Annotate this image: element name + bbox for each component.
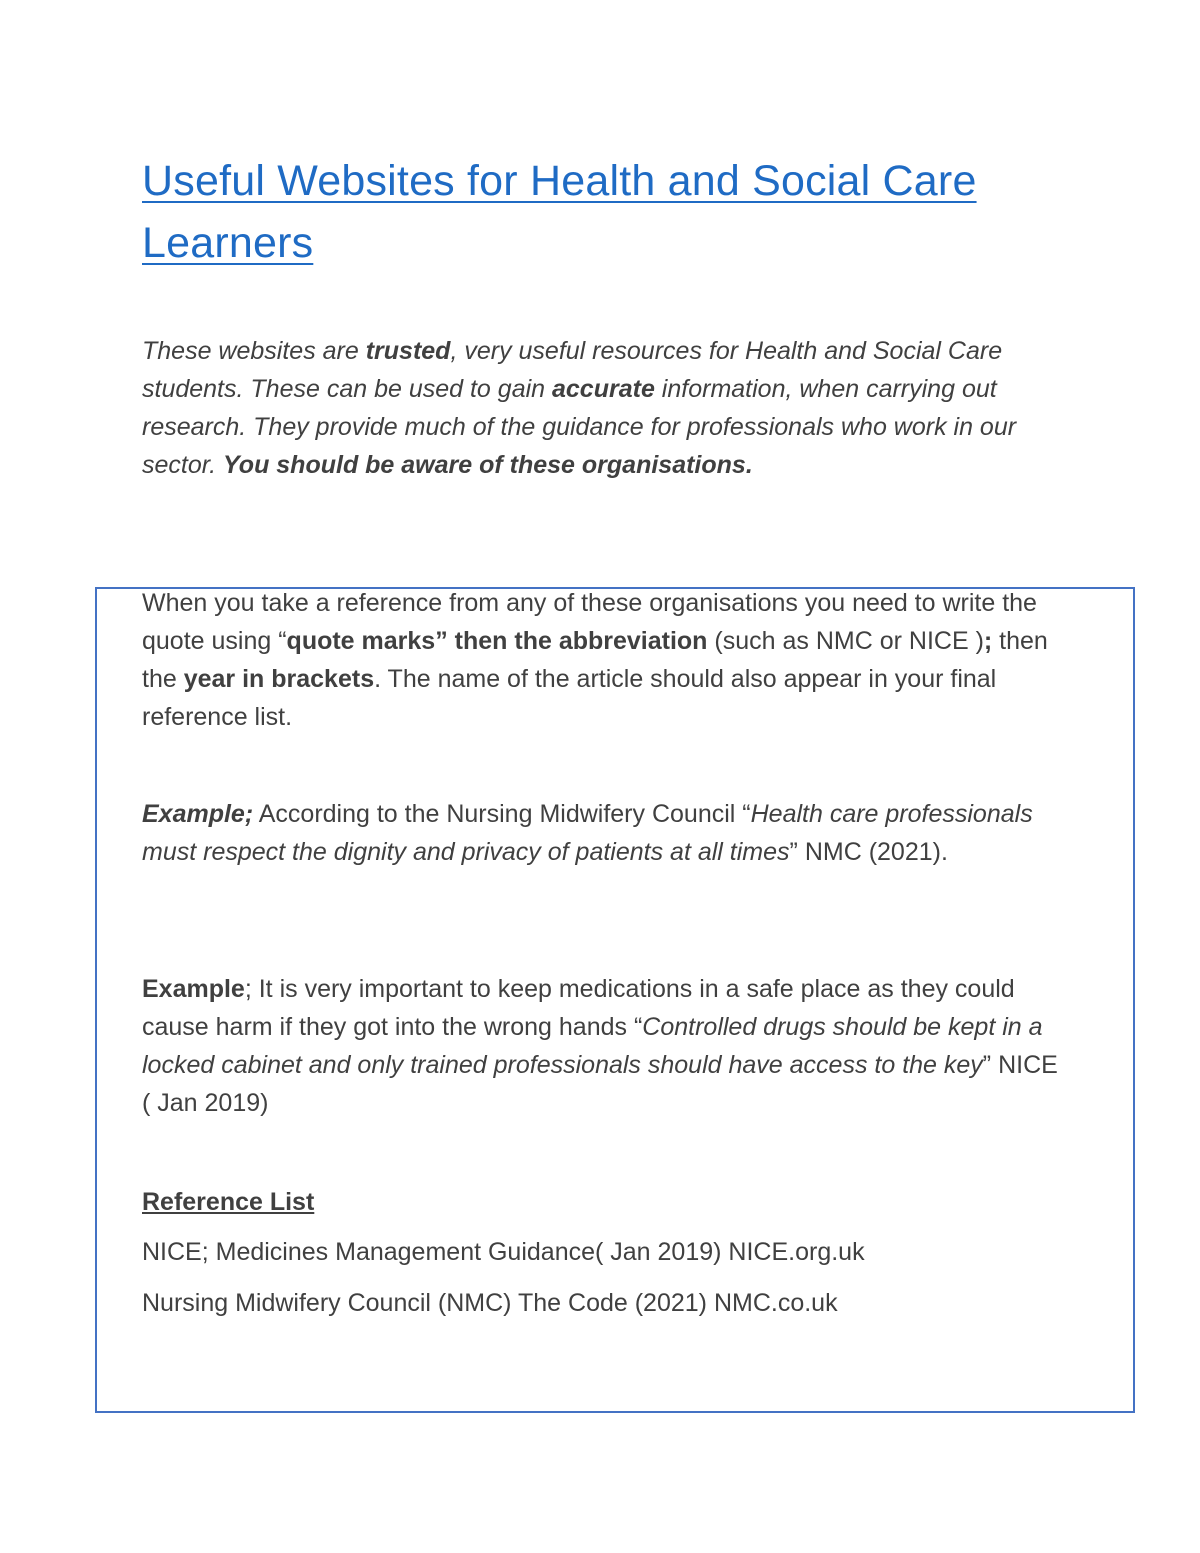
example-text: According to the Nursing Midwifery Council “ [253,800,751,828]
reference-item: Nursing Midwifery Council (NMC) The Code (2021) NMC.co.uk [142,1289,838,1317]
intro-emphasis-trusted: trusted [365,337,451,365]
example-label: Example; [142,800,254,828]
example-label: Example [142,975,245,1003]
page-title: Useful Websites for Health and Social Care Learners [142,157,977,267]
intro-text-3: information, when carrying out research. They provide much of the guidance for professionals who work in our sector. [142,375,1017,479]
example-nmc [142,795,1072,871]
reference-item: NICE; Medicines Management Guidance( Jan 2019) NICE.org.uk [142,1238,865,1266]
intro-text-2: , very useful resources for Health and Social Care students. These can be used to gain [142,337,1003,403]
intro-paragraph [142,332,1042,484]
howto-text-3: then the [142,627,1048,693]
example-text: ; It is very important to keep medications in a safe place as they could cause harm if they got into the wrong hands “ [142,975,1015,1041]
example-nice [142,970,1072,1122]
howto-text-4: . The name of the article should also appear in your final reference list. [142,665,997,731]
reference-list-heading: Reference List [142,1188,315,1216]
example-quote: Controlled drugs should be kept in a locked cabinet and only trained professionals should have access to the key [142,1013,1043,1079]
howto-bold-year: year in brackets [183,665,375,693]
example-quote: Health care professionals must respect the dignity and privacy of patients at all times [142,800,1033,866]
intro-text-1: These websites are [142,337,366,365]
referencing-instructions [142,584,1072,736]
howto-text-1: When you take a reference from any of these organisations you need to write the quote using “ [142,589,1037,655]
example-citation: ” NMC (2021). [789,838,948,866]
howto-bold-semicolon: ; [983,627,993,655]
intro-emphasis-accurate: accurate [552,375,655,403]
intro-emphasis-aware: You should be aware of these organisations. [223,451,753,479]
howto-bold-quote-marks: quote marks” then the abbreviation [286,627,708,655]
howto-text-2: (such as NMC or NICE ) [707,627,984,655]
example-citation: ” NICE ( Jan 2019) [142,1051,1058,1117]
